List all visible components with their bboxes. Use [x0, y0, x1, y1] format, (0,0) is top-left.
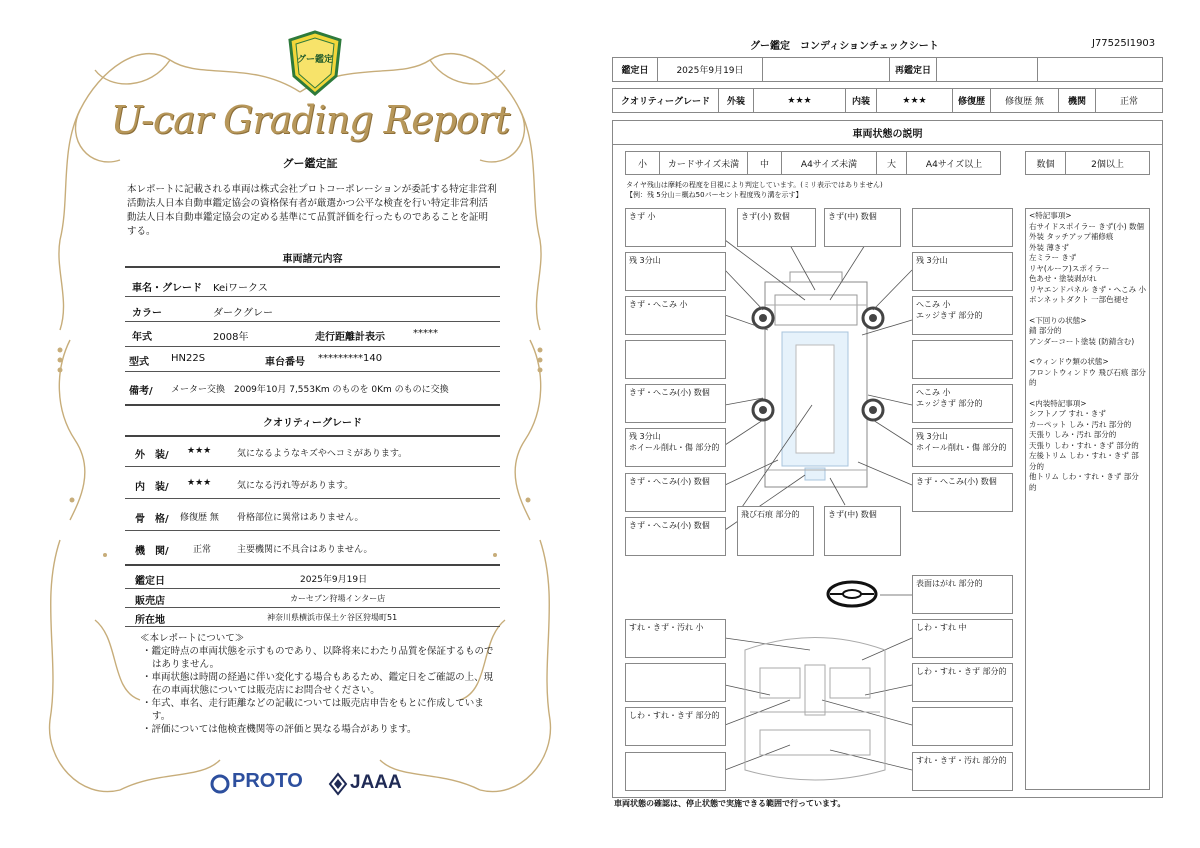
spec-chassis-value: *********140: [318, 353, 383, 364]
panel-line: カーペット しみ・汚れ 部分的: [1029, 419, 1132, 429]
date-value: 2025年9月19日: [658, 58, 763, 81]
divider: [125, 564, 500, 566]
quality-grade: 修復歴 無: [180, 513, 219, 523]
ext-label: 外装: [719, 89, 754, 112]
size-small: 小: [626, 152, 660, 174]
condition-box: すれ・きず・汚れ 小: [625, 619, 726, 658]
quality-label: 外 装/: [135, 450, 169, 461]
divider: [125, 371, 500, 372]
condition-box: すれ・きず・汚れ 部分的: [912, 752, 1013, 791]
divider: [125, 266, 500, 268]
panel-line: [1029, 389, 1146, 399]
panel-line: [1029, 306, 1146, 316]
divider: [125, 588, 500, 589]
quality-comment: 骨格部位に異常はありません。: [237, 513, 364, 523]
quality-comment: 主要機関に不具合はありません。: [237, 545, 373, 555]
panel-line: リヤ(ルーフ)スポイラー: [1029, 263, 1110, 273]
note-item: ・車両状態は時間の経過に伴い変化する場合もあるため、鑑定日をご確認の上、現在の車両状態については販売店にお問合せください。: [142, 672, 494, 696]
panel-line: [1029, 347, 1146, 357]
date-label: 鑑定日: [613, 58, 658, 81]
engine-value: 正常: [1119, 97, 1138, 107]
address-label: 所在地: [135, 615, 165, 626]
panel-line: シフトノブ すれ・きず: [1029, 409, 1106, 418]
condition-box: きず・へこみ(小) 数個: [625, 384, 726, 423]
condition-box: [625, 663, 726, 702]
condition-check-sheet: [600, 0, 1200, 848]
condition-box: [912, 707, 1013, 746]
spec-color-label: カラー: [132, 308, 162, 319]
spec-year-label: 年式: [132, 332, 152, 343]
panel-line: <内装特記事項>: [1029, 398, 1087, 408]
steering-wheel-icon: [828, 582, 876, 606]
proto-logo-icon: [210, 774, 230, 794]
panel-line: <下回りの状態>: [1029, 315, 1087, 325]
jaaa-logo: JAAA: [350, 772, 402, 793]
condition-box: [625, 752, 726, 791]
address-value: 神奈川県横浜市保土ケ谷区狩場町51: [267, 613, 398, 622]
condition-box: 表面はがれ 部分的: [912, 575, 1013, 614]
panel-line: 外装 タッチアップ補修痕: [1029, 232, 1114, 241]
divider: [125, 296, 500, 297]
tire-note-2: 【例：残 5分山＝概ね50パーセント程度残り溝を示す】: [626, 191, 803, 199]
panel-line: 天張り しみ・汚れ 部分的: [1029, 430, 1117, 439]
quality-label: 機 関/: [135, 546, 169, 557]
spec-name-label: 車名・グレード: [132, 283, 202, 294]
condition-box: きず(中) 数個: [824, 506, 901, 556]
quality-comment: 気になるようなキズやヘコミがあります。: [237, 449, 408, 459]
panel-line: フロントウィンドウ 飛び石痕 部分的: [1029, 367, 1146, 387]
quality-label: 内 装/: [135, 482, 169, 493]
notes-title: ≪本レポートについて≫: [140, 633, 245, 644]
int-value: ★★★: [877, 89, 953, 112]
quality-grade: 正常: [193, 545, 212, 555]
panel-line: リヤエンドパネル きず・へこみ 小: [1029, 284, 1146, 294]
condition-box: きず 小: [625, 208, 726, 247]
appraisal-date-label: 鑑定日: [135, 576, 165, 587]
count-desc: 2個以上: [1091, 159, 1124, 170]
condition-box: きず(中) 数個: [824, 208, 901, 247]
spec-year-value: 2008年: [213, 332, 249, 343]
dealer-label: 販売店: [135, 596, 165, 607]
panel-line: 左ミラー きず: [1029, 253, 1077, 262]
spec-chassis-label: 車台番号: [265, 357, 305, 368]
panel-line: 他トリム しわ・すれ・きず 部分的: [1029, 472, 1139, 492]
specs-title: 車両諸元内容: [282, 254, 343, 265]
size-large-desc: A4サイズ以上: [925, 159, 983, 170]
condition-box: [912, 340, 1013, 379]
note-item: ・年式、車名、走行距離などの記載については販売店申告をもとに作成しています。: [142, 698, 484, 722]
spec-mileage-value: *****: [413, 328, 438, 339]
condition-box: へこみ 小 エッジきず 部分的: [912, 296, 1013, 335]
condition-box: [912, 208, 1013, 247]
panel-line: アンダーコート塗装 (防錆含む): [1029, 336, 1135, 346]
quality-grade: ★★★: [187, 478, 212, 488]
tire-note-1: タイヤ残山は摩耗の程度を目視により判定しています。(ミリ表示ではありません): [626, 181, 883, 189]
condition-box: 残 3分山 ホイール削れ・傷 部分的: [912, 428, 1013, 467]
condition-box: きず・へこみ(小) 数個: [625, 517, 726, 556]
divider: [125, 498, 500, 499]
panel-line: 天張り しわ・すれ・きず 部分的: [1029, 440, 1139, 450]
spec-model-label: 型式: [129, 357, 149, 368]
sheet-code: J77525I1903: [1092, 38, 1156, 49]
divider: [125, 607, 500, 608]
badge-text: グー鑑定: [296, 55, 333, 65]
dealer-value: カーセブン狩場インター店: [290, 594, 386, 603]
divider: [125, 626, 500, 627]
panel-line: <特記事項>: [1029, 211, 1072, 220]
certificate-body: 本レポートに記載される車両は株式会社プロトコーポレーションが委託する特定非営利活動法人日本自動車鑑定協会の資格保有者が厳選かつ公平な検査を行い特定非営利活動法人日本自動車鑑定協会の定める基準にて品質評価を行ったものであることを証明する。: [127, 184, 497, 237]
panel-line: 左後トリム しわ・すれ・きず 部分的: [1029, 451, 1139, 471]
sheet-title: グー鑑定 コンディションチェックシート: [750, 41, 939, 52]
panel-line: 色あせ・塗装剥がれ: [1029, 274, 1097, 283]
spec-color-value: ダークグレー: [213, 308, 273, 319]
size-small-desc: カードサイズ未満: [660, 152, 748, 174]
divider: [125, 435, 500, 437]
divider: [125, 530, 500, 531]
report-notes: [140, 632, 495, 736]
condition-box: 残 3分山: [912, 252, 1013, 291]
proto-logo: PROTO: [232, 770, 303, 792]
appraisal-date-value: 2025年9月19日: [300, 575, 368, 585]
spec-mileage-label: 走行距離計表示: [315, 332, 385, 343]
ext-value: ★★★: [754, 89, 846, 112]
qg-label: クオリティーグレード: [613, 89, 719, 112]
size-mid-desc: A4サイズ未満: [782, 152, 877, 174]
condition-box: しわ・すれ 中: [912, 619, 1013, 658]
note-item: ・評価については他検査機関等の評価と異なる場合があります。: [142, 724, 417, 735]
quality-comment: 気になる汚れ等があります。: [237, 481, 354, 491]
spec-remarks-label: 備考/: [129, 386, 153, 397]
condition-box: きず・へこみ(小) 数個: [625, 473, 726, 512]
int-label: 内装: [846, 89, 877, 112]
divider: [125, 346, 500, 347]
count-label: 数個: [1026, 152, 1066, 174]
divider: [125, 321, 500, 322]
quality-label: 骨 格/: [135, 514, 169, 525]
size-large: 大: [877, 152, 907, 174]
condition-box: きず・へこみ(小) 数個: [912, 473, 1013, 512]
condition-box: きず(小) 数個: [737, 208, 816, 247]
repair-label: 修復歴: [953, 89, 991, 112]
spec-name-value: Keiワークス: [213, 283, 268, 294]
size-mid: 中: [748, 152, 782, 174]
repair-value: 修復歴 無: [991, 89, 1059, 112]
condition-box: 残 3分山: [625, 252, 726, 291]
state-title: 車両状態の説明: [612, 120, 1163, 145]
spec-model-value: HN22S: [171, 353, 206, 364]
sheet-footer: 車両状態の確認は、停止状態で実施できる範囲で行っています。: [614, 799, 846, 808]
redate-label: 再鑑定日: [890, 58, 937, 81]
report-script-title: U-car Grading Report: [110, 98, 510, 142]
quality-title: クオリティーグレード: [263, 418, 362, 429]
certificate-title: グー鑑定証: [282, 157, 338, 170]
logo-bar: [210, 770, 410, 800]
divider: [125, 466, 500, 467]
panel-line: ボンネットダクト 一部色褪せ: [1029, 295, 1129, 304]
condition-box: 残 3分山 ホイール削れ・傷 部分的: [625, 428, 726, 467]
condition-box: [625, 340, 726, 379]
jaaa-logo-icon: [328, 772, 348, 796]
panel-line: 右サイドスポイラー きず(小) 数個: [1029, 221, 1145, 231]
engine-label: 機関: [1059, 89, 1096, 112]
condition-box: 飛び石痕 部分的: [737, 506, 814, 556]
panel-line: 外装 薄きず: [1029, 242, 1069, 252]
note-item: ・鑑定時点の車両状態を示すものであり、以降将来にわたり品質を保証するものではありません。: [142, 646, 494, 670]
condition-box: しわ・すれ・きず 部分的: [625, 707, 726, 746]
divider: [125, 404, 500, 406]
panel-line: 錆 部分的: [1029, 326, 1062, 335]
goo-kantei-badge: [286, 30, 344, 96]
condition-box: しわ・すれ・きず 部分的: [912, 663, 1013, 702]
condition-box: きず・へこみ 小: [625, 296, 726, 335]
special-notes-panel: [1025, 208, 1150, 790]
condition-box: へこみ 小 エッジきず 部分的: [912, 384, 1013, 423]
quality-grade: ★★★: [187, 446, 212, 456]
spec-remarks-value: メーター交換 2009年10月 7,553Km のものを 0Km のものに交換: [171, 385, 449, 395]
panel-line: <ウィンドウ類の状態>: [1029, 357, 1109, 366]
